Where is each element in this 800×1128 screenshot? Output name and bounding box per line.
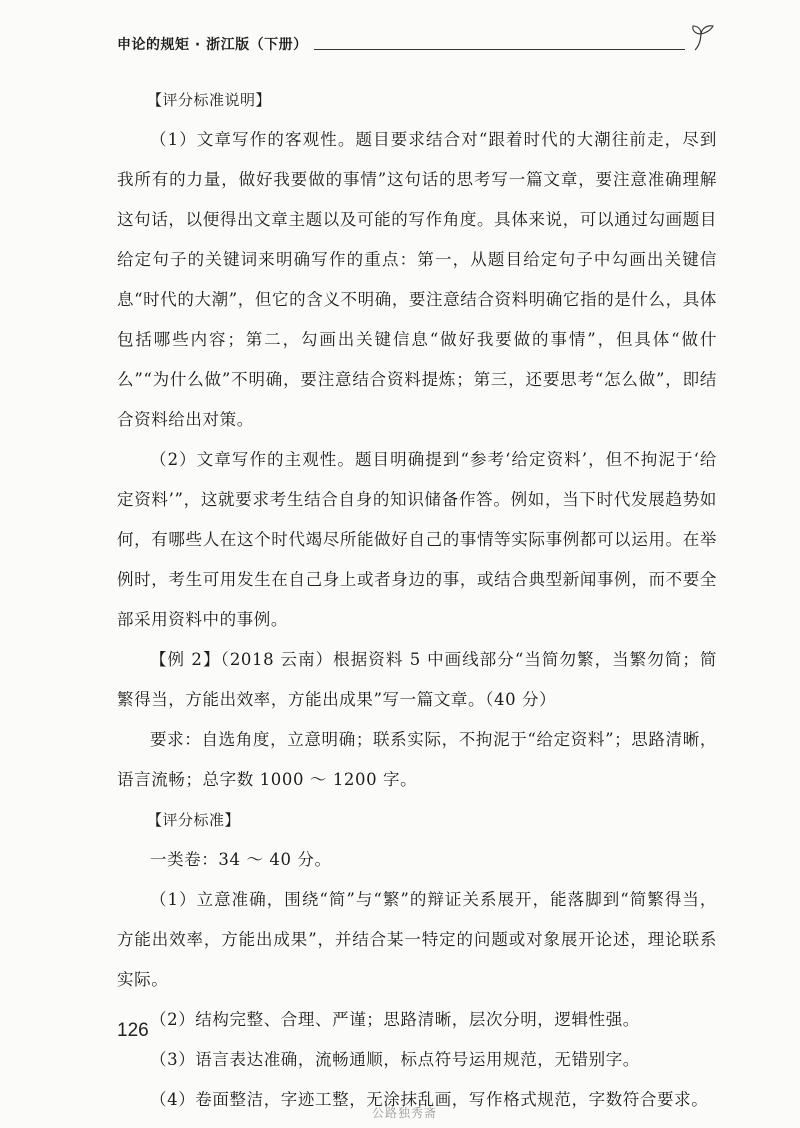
book-title: 申论的规矩 · 浙江版（下册）	[117, 37, 308, 53]
paragraph: （3）语言表达准确，流畅通顺，标点符号运用规范，无错别字。	[150, 1050, 640, 1069]
footer-watermark: 公路独秀斋	[372, 1106, 438, 1120]
paragraph: 一类卷：34 ～ 40 分。	[150, 850, 332, 869]
paragraph: （2）文章写作的主观性。题目明确提到“参考‘给定资料’，但不拘泥于‘给定资料’”，这就要求考生结合自身的知识储备作答。例如，当下时代发展趋势如何，有哪些人在这个时代竭尽所能做好自己的事情等实际事例都可以运用。在举例时，考生可用发生在自己身上或者身边的事，或结合典型新闻事例，而不要全部采用资料中的事例。	[117, 450, 717, 629]
paragraph: （1）立意准确，围绕“简”与“繁”的辩证关系展开，能落脚到“简繁得当，方能出效率，方能出成果”，并结合某一特定的问题或对象展开论述，理论联系实际。	[117, 890, 717, 989]
running-header	[117, 24, 717, 54]
paragraph: 要求：自选角度，立意明确；联系实际，不拘泥于“给定资料”；思路清晰，语言流畅；总字数 1000 ～ 1200 字。	[117, 730, 717, 789]
header-rule	[314, 49, 685, 50]
sprout-icon	[689, 24, 717, 54]
paragraph: （1）文章写作的客观性。题目要求结合对“跟着时代的大潮往前走，尽到我所有的力量，做好我要做的事情”这句话的思考写一篇文章，要注意准确理解这句话，以便得出文章主题以及可能的写作角度。具体来说，可以通过勾画题目给定句子的关键词来明确写作的重点：第一，从题目给定句子中勾画出关键信息“时代的大潮”，但它的含义不明确，要注意结合资料明确它指的是什么，具体包括哪些内容；第二，勾画出关键信息“做好我要做的事情”，但具体“做什么”“为什么做”不明确，要注意结合资料提炼；第三，还要思考“怎么做”，即结合资料给出对策。	[117, 130, 717, 429]
page-body	[117, 80, 717, 1120]
section-heading: 【评分标准】	[147, 811, 241, 829]
paragraph: 【例 2】（2018 云南）根据资料 5 中画线部分“当简勿繁，当繁勿简；简繁得当，方能出效率，方能出成果”写一篇文章。（40 分）	[117, 650, 717, 709]
section-heading: 【评分标准说明】	[147, 91, 272, 109]
paragraph: （2）结构完整、合理、严谨；思路清晰，层次分明，逻辑性强。	[150, 1010, 640, 1029]
page-number: 126	[117, 1020, 149, 1041]
paragraph: （4）卷面整洁，字迹工整，无涂抹乱画，写作格式规范，字数符合要求。	[150, 1090, 709, 1109]
